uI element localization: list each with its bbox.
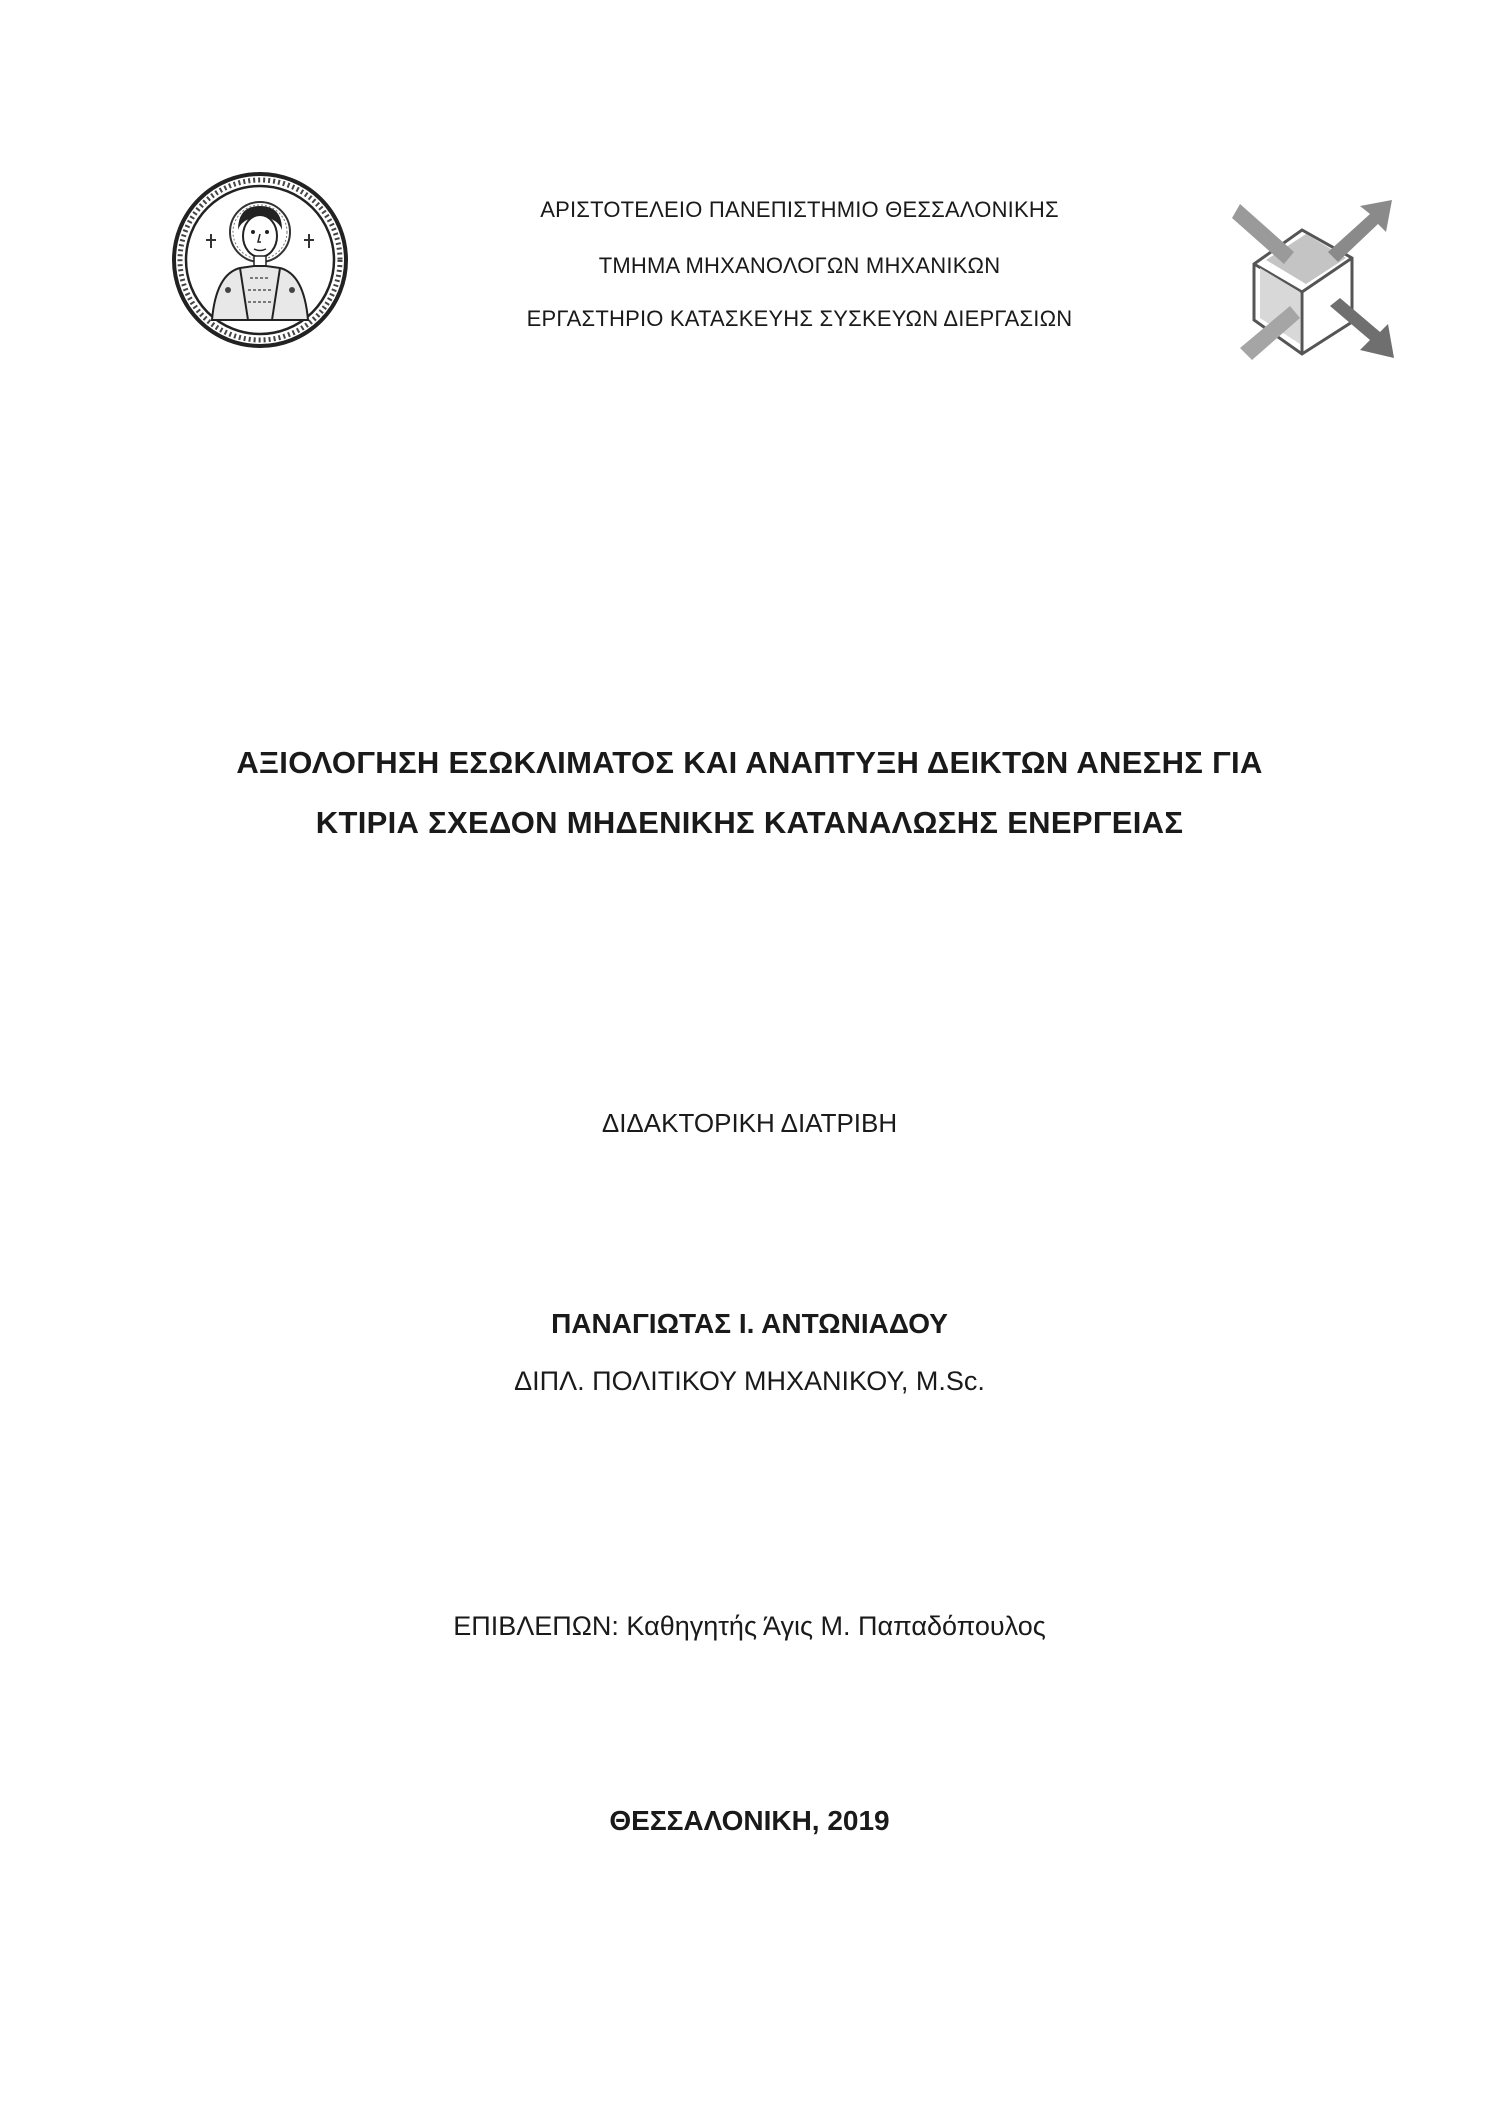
department-name: ΤΜΗΜΑ ΜΗΧΑΝΟΛΟΓΩΝ ΜΗΧΑΝΙΚΩΝ <box>598 253 1001 278</box>
thesis-title-line-1: ΑΞΙΟΛΟΓΗΣΗ ΕΣΩΚΛΙΜΑΤΟΣ ΚΑΙ ΑΝΑΠΤΥΞΗ ΔΕΙΚΤΩΝ ΑΝΕΣΗΣ ΓΙΑ <box>236 745 1263 780</box>
place-and-year: ΘΕΣΣΑΛΟΝΙΚΗ, 2019 <box>609 1805 890 1836</box>
thesis-title-line-2: ΚΤΙΡΙΑ ΣΧΕΔΟΝ ΜΗΔΕΝΙΚΗΣ ΚΑΤΑΝΑΛΩΣΗΣ ΕΝΕΡΓΕΙΑΣ <box>315 805 1184 840</box>
document-type: ΔΙΔΑΚΤΟΡΙΚΗ ΔΙΑΤΡΙΒΗ <box>601 1108 898 1138</box>
university-name: ΑΡΙΣΤΟΤΕΛΕΙΟ ΠΑΝΕΠΙΣΤΗΜΙΟ ΘΕΣΣΑΛΟΝΙΚΗΣ <box>540 197 1059 222</box>
author-degree: ΔΙΠΛ. ΠΟΛΙΤΙΚΟΥ ΜΗΧΑΝΙΚΟΥ, M.Sc. <box>514 1366 985 1396</box>
supervisor: ΕΠΙΒΛΕΠΩΝ: Καθηγητής Άγις Μ. Παπαδόπουλος <box>453 1611 1046 1641</box>
author-name: ΠΑΝΑΓΙΩΤΑΣ Ι. ΑΝΤΩΝΙΑΔΟΥ <box>551 1308 948 1339</box>
laboratory-name: ΕΡΓΑΣΤΗΡΙΟ ΚΑΤΑΣΚΕΥΗΣ ΣΥΣΚΕΥΩΝ ΔΙΕΡΓΑΣΙΩΝ <box>526 306 1073 331</box>
